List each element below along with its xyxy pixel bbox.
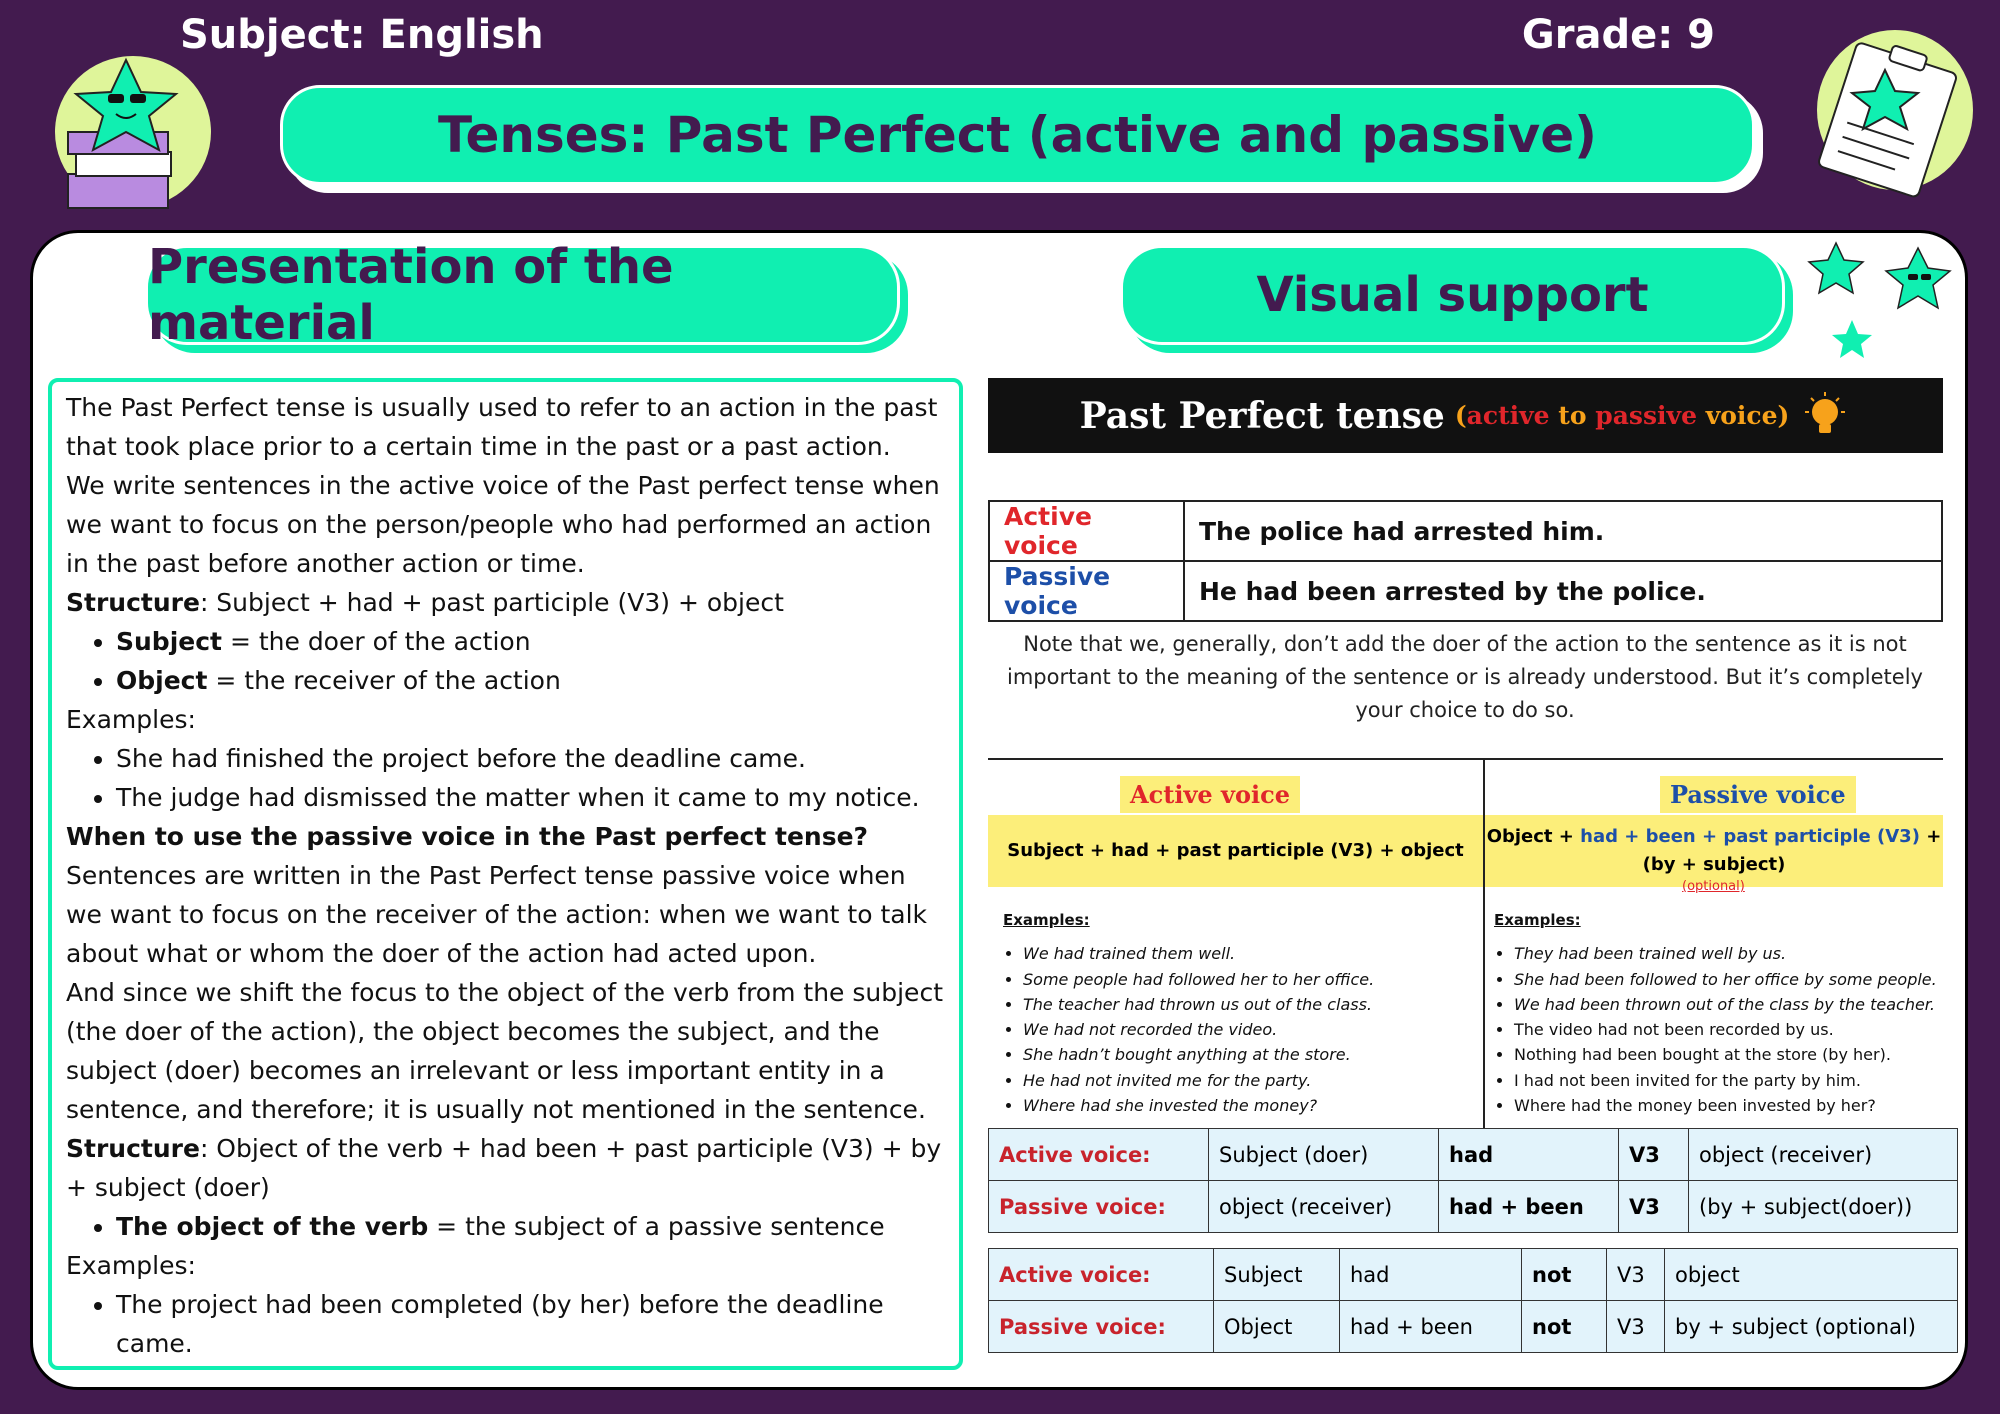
banner-passive: passive <box>1595 401 1697 430</box>
table-cell: Active voice: <box>989 1249 1214 1301</box>
active-structure-formula: Subject + had + past participle (V3) + object <box>1007 840 1464 861</box>
list-item: • Where had she invested the money? <box>1023 1093 1473 1118</box>
active-structure <box>66 583 945 622</box>
term-subject: Subject <box>116 627 222 656</box>
active-voice-tag: Active voice <box>1120 776 1300 813</box>
page-title-banner <box>280 85 1755 185</box>
active-voice-label: Active voice <box>989 501 1184 561</box>
active-examples-list <box>66 739 945 817</box>
passive-structure-line1 <box>1487 823 1942 851</box>
passive-usage-paragraph: Sentences are written in the Past Perfect tense passive voice when we want to focus on the receiver of the action: when we want to talk about what or whom the doer of the action had acted upon. <box>66 861 928 968</box>
table-cell: Passive voice: <box>989 1301 1214 1353</box>
structure-grid-affirmative <box>988 1128 1958 1233</box>
passive-structure <box>66 1129 945 1207</box>
table-cell: V3 <box>1619 1181 1689 1233</box>
table-cell: V3 <box>1607 1249 1665 1301</box>
list-item: • She hadn’t bought anything at the store. <box>1023 1042 1473 1067</box>
banner-paren: ( <box>1454 401 1467 430</box>
passive-examples-list <box>66 1285 945 1363</box>
list-item: • The project had been completed (by her) before the deadline came. <box>116 1285 945 1363</box>
term-definition: = the doer of the action <box>222 627 531 656</box>
active-sentence: The police had arrested him. <box>1184 501 1942 561</box>
passive-structure-box <box>1485 815 1943 887</box>
page-title: Tenses: Past Perfect (active and passive) <box>437 106 1597 164</box>
structure-formula: : Subject + had + past participle (V3) + object <box>199 588 784 617</box>
list-item <box>116 1207 945 1246</box>
table-cell: had + been <box>1340 1301 1522 1353</box>
table-cell: Subject <box>1214 1249 1340 1301</box>
focus-shift-paragraph: And since we shift the focus to the object of the verb from the subject (the doer of the action), the object becomes the subject, and the subject (doer) becomes an irrelevant or less important entity in a sentence, and therefore; it is usually not mentioned in the sentence. <box>66 978 943 1124</box>
structure-label: Structure <box>66 1134 200 1163</box>
past-perfect-banner <box>988 378 1943 453</box>
star-books-icon <box>38 52 213 212</box>
passive-voice-tag: Passive voice <box>1660 776 1856 813</box>
presentation-text-box <box>48 378 963 1370</box>
passive-structure-plus: + <box>1919 826 1942 847</box>
table-row <box>989 1301 1958 1353</box>
table-row <box>989 1129 1958 1181</box>
active-usage-paragraph: We write sentences in the active voice of the Past perfect tense when we want to focus on the person/people who had performed an action in the past before another action or time. <box>66 471 940 578</box>
lightbulb-icon <box>1799 390 1851 442</box>
list-item: • We had not recorded the video. <box>1023 1017 1473 1042</box>
table-cell: Object <box>1214 1301 1340 1353</box>
banner-title: Past Perfect tense <box>1079 394 1445 437</box>
examples-label: Examples: <box>66 1251 196 1280</box>
table-cell: object <box>1665 1249 1958 1301</box>
table-cell: object (receiver) <box>1689 1129 1958 1181</box>
subject-label: Subject: English <box>180 12 544 58</box>
examples-heading: Examples: <box>1003 911 1090 929</box>
list-item: • We had been thrown out of the class by the teacher. <box>1514 992 1939 1017</box>
table-cell: had <box>1439 1129 1619 1181</box>
list-item: • The teacher had thrown us out of the class. <box>1023 992 1473 1017</box>
list-item: • He had not invited me for the party. <box>1023 1068 1473 1093</box>
doer-note: Note that we, generally, don’t add the doer of the action to the sentence as it is not important to the meaning of the sentence or is already understood. But it’s completely your choice to do so. <box>1007 632 1923 722</box>
list-item: • Nothing had been bought at the store (by her). <box>1514 1042 1939 1067</box>
list-item: • They had been trained well by us. <box>1514 941 1939 966</box>
table-cell: not <box>1522 1249 1607 1301</box>
passive-heading <box>66 817 945 856</box>
banner-active: active <box>1466 401 1550 430</box>
term-definition: = the subject of a passive sentence <box>428 1212 885 1241</box>
passive-terms-list <box>66 1207 945 1246</box>
examples-heading: Examples: <box>1494 911 1581 929</box>
table-cell: not <box>1522 1301 1607 1353</box>
passive-examples-list <box>1494 941 1939 1118</box>
voice-example-table <box>988 500 1943 622</box>
list-item: • I had not been invited for the party by him. <box>1514 1068 1939 1093</box>
table-cell: Subject (doer) <box>1209 1129 1439 1181</box>
table-cell: Active voice: <box>989 1129 1209 1181</box>
banner-voice: voice) <box>1696 401 1790 430</box>
table-cell: V3 <box>1607 1301 1665 1353</box>
column-divider <box>1483 758 1485 1128</box>
active-examples-panel <box>1003 908 1473 1118</box>
list-item: • She had finished the project before the deadline came. <box>116 739 945 778</box>
grade-label: Grade: 9 <box>1521 12 1715 58</box>
list-item: • We had trained them well. <box>1023 941 1473 966</box>
term-object: Object <box>116 666 208 695</box>
presentation-header <box>145 239 900 351</box>
table-row <box>989 1181 1958 1233</box>
examples-label: Examples: <box>66 705 196 734</box>
intro-paragraph: The Past Perfect tense is usually used to refer to an action in the past that took place prior to a certain time in the past or a past action. <box>66 393 938 461</box>
list-item: • The video had not been recorded by us. <box>1514 1017 1939 1042</box>
table-cell: V3 <box>1619 1129 1689 1181</box>
table-cell: had + been <box>1439 1181 1619 1233</box>
banner-to: to <box>1549 401 1596 430</box>
passive-heading-text: When to use the passive voice in the Past perfect tense? <box>66 822 869 851</box>
passive-structure-line2: (by + subject) <box>1642 854 1786 875</box>
table-cell: had <box>1340 1249 1522 1301</box>
table-row <box>989 1249 1958 1301</box>
list-item: • Some people had followed her to her office. <box>1023 967 1473 992</box>
table-cell: object (receiver) <box>1209 1181 1439 1233</box>
list-item: • Where had the money been invested by her? <box>1514 1093 1939 1118</box>
divider <box>988 758 1943 760</box>
active-structure-box <box>988 815 1483 887</box>
banner-subtitle <box>1455 401 1790 430</box>
table-cell: (by + subject(doer)) <box>1689 1181 1958 1233</box>
presentation-title: Presentation of the material <box>148 239 674 351</box>
passive-examples-panel <box>1494 908 1939 1118</box>
table-cell: Passive voice: <box>989 1181 1209 1233</box>
structure-grid-negative <box>988 1248 1958 1353</box>
table-row <box>989 501 1942 561</box>
list-item <box>116 661 945 700</box>
sparkle-stars-icon <box>1800 238 1960 368</box>
active-examples-list <box>1003 941 1473 1118</box>
table-row <box>989 561 1942 621</box>
visual-support-title: Visual support <box>1256 267 1649 323</box>
structure-formula: : Object of the verb + had been + past participle (V3) + by + subject (doer) <box>66 1134 942 1202</box>
visual-support-header <box>1120 245 1785 345</box>
active-terms-list <box>66 622 945 700</box>
list-item: • The judge had dismissed the matter when it came to my notice. <box>116 778 945 817</box>
passive-structure-verb: had + been + past participle (V3) <box>1580 826 1920 847</box>
term-object-of-verb: The object of the verb <box>116 1212 429 1241</box>
table-cell: by + subject (optional) <box>1665 1301 1958 1353</box>
star-clipboard-icon <box>1800 25 1975 205</box>
structure-label: Structure <box>66 588 200 617</box>
list-item <box>116 622 945 661</box>
optional-note: (optional) <box>1682 879 1745 894</box>
list-item: • She had been followed to her office by some people. <box>1514 967 1939 992</box>
term-definition: = the receiver of the action <box>207 666 561 695</box>
passive-structure-object: Object + <box>1486 826 1581 847</box>
passive-sentence: He had been arrested by the police. <box>1184 561 1942 621</box>
passive-voice-label: Passive voice <box>989 561 1184 621</box>
